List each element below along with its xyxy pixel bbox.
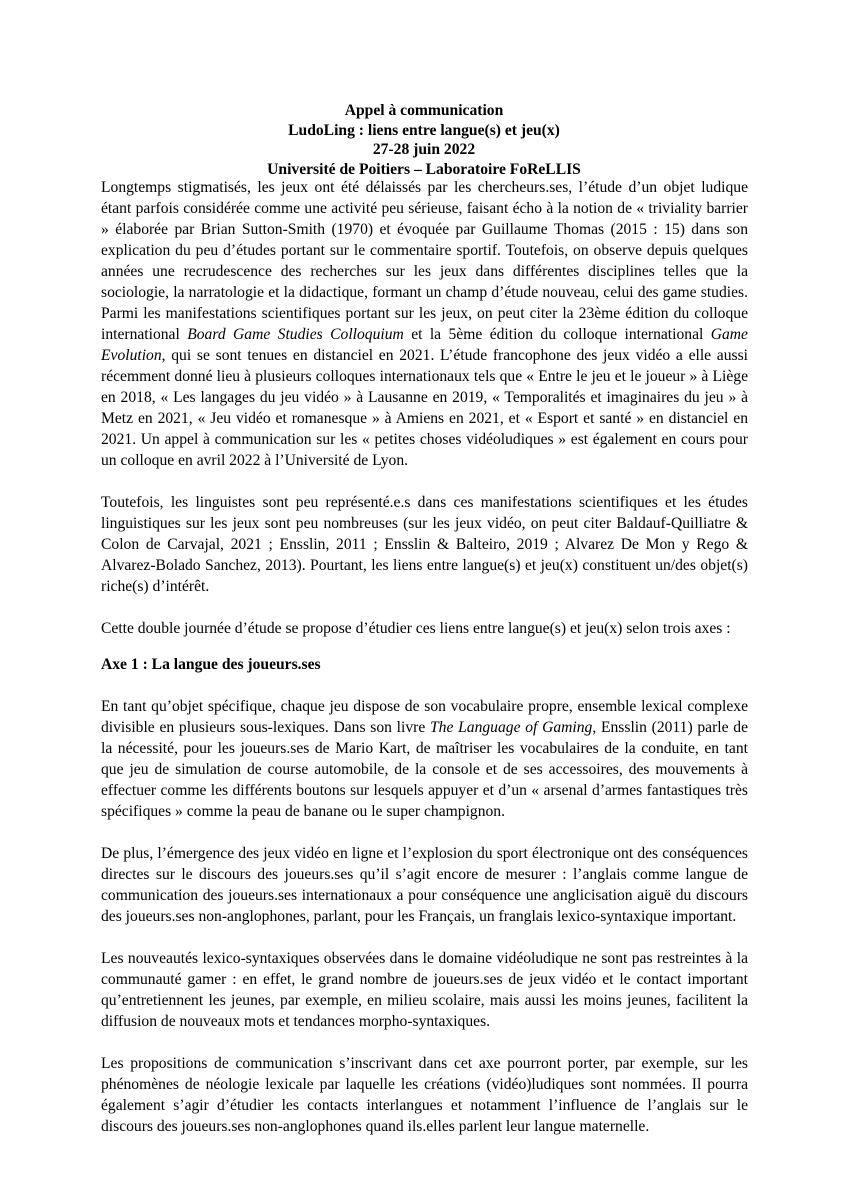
header-date: 27-28 juin 2022 [372,141,476,158]
section-heading-axe1: Axe 1 : La langue des joueurs.ses [101,656,321,673]
document-header [0,101,848,179]
italic-title: The Language of Gaming [429,719,593,736]
text-run: Longtemps stigmatisés, les jeux ont été délaissés par les chercheurs.ses, l’étude d’un objet ludique étant parfois considérée comme une activité peu sérieuse, faisant écho à la notion de « triviality barrier » élaborée par Brian Sutton-Smith (1970) et évoquée par Guillaume Thomas (2015 : 15) dans son explication du peu d’études portant sur le commentaire sportif. Toutefois, on observe depuis quelques années une recrudescence des recherches sur les jeux dans différentes disciplines telles que la sociologie, la narratologie et la didactique, formant un champ d’étude nouveau, celui des game studies. Parmi les manifestations scientifiques portant sur les jeux, on peut citer la 23ème édition du colloque international [101,179,748,343]
italic-title: Game Evolution [101,326,748,364]
paragraph-vocabulary [101,696,748,822]
paragraph-linguists: Toutefois, les linguistes sont peu représenté.e.s dans ces manifestations scientifiques et les études linguistiques sur les jeux sont peu nombreuses (sur les jeux vidéo, on peut citer Baldauf-Quilliatre & Colon de Carvajal, 2021 ; Ensslin, 2011 ; Ensslin & Balteiro, 2019 ; Alvarez De Mon y Rego & Alvarez-Bolado Sanchez, 2013). Pourtant, les liens entre langue(s) et jeu(x) constituent un/des objet(s) riche(s) d’intérêt. [101,494,748,595]
paragraph-axes-intro: Cette double journée d’étude se propose d’étudier ces liens entre langue(s) et jeu(x) selon trois axes : [101,620,731,637]
text-run: , qui se sont tenues en distanciel en 2021. L’étude francophone des jeux vidéo a elle aussi récemment donné lieu à plusieurs colloques internationaux tels que « Entre le jeu et le joueur » à Liège en 2018, « Les langages du jeu vidéo » à Lausanne en 2019, « Temporalités et imaginaires du jeu » à Metz en 2021, « Jeu vidéo et romanesque » à Amiens en 2021, et « Esport et santé » en distanciel en 2021. Un appel à communication sur les « petites choses vidéoludiques » est également en cours pour un colloque en avril 2022 à l’Université de Lyon. [101,347,748,469]
italic-title: Board Game Studies Colloquium [187,326,404,343]
paragraph-esport: De plus, l’émergence des jeux vidéo en ligne et l’explosion du sport électronique ont des conséquences directes sur le discours des joueurs.ses qu’il s’agit encore de mesurer : l’anglais comme langue de communication des joueurs.ses internationaux a pour conséquence une anglicisation aiguë du discours des joueurs.ses non-anglophones, parlant, pour les Français, un franglais lexico-syntaxique important. [101,845,748,925]
paragraph-proposals: Les propositions de communication s’inscrivant dans cet axe pourront porter, par exemple, sur les phénomènes de néologie lexicale par laquelle les créations (vidéo)ludiques sont nommées. Il pourra également s’agir d’étudier les contacts interlangues et notamment l’influence de l’anglais sur le discours des joueurs.ses non-anglophones quand ils.elles parlent leur langue maternelle. [101,1055,748,1135]
header-venue: Université de Poitiers – Laboratoire FoReLLIS [267,160,581,178]
document-body [101,177,748,1137]
paragraph-intro [101,177,748,471]
header-event-title: LudoLing : liens entre langue(s) et jeu(x) [288,121,560,139]
text-run: , Ensslin (2011) parle de la nécessité, pour les joueurs.ses de Mario Kart, de maîtriser les vocabulaires de la conduite, en tant que jeu de simulation de course automobile, de la console et de ses accessoires, des mouvements à effectuer comme les différents boutons sur lesquels appuyer et d’un « arsenal d’armes fantastiques très spécifiques » comme la peau de banane ou le super champignon. [101,719,748,820]
paragraph-novelties: Les nouveautés lexico-syntaxiques observées dans le domaine vidéoludique ne sont pas restreintes à la communauté gamer : en effet, le grand nombre de joueurs.ses de jeux vidéo et le contact important qu’entretiennent les jeunes, par exemple, en milieu scolaire, mais aussi les moins jeunes, facilitent la diffusion de nouveaux mots et tendances morpho-syntaxiques. [101,950,748,1030]
header-call-title: Appel à communication [344,102,504,119]
text-run: En tant qu’objet spécifique, chaque jeu dispose de son vocabulaire propre, ensemble lexical complexe divisible en plusieurs sous-lexiques. Dans son livre [101,698,748,736]
text-run: et la 5ème édition du colloque international [403,326,711,343]
